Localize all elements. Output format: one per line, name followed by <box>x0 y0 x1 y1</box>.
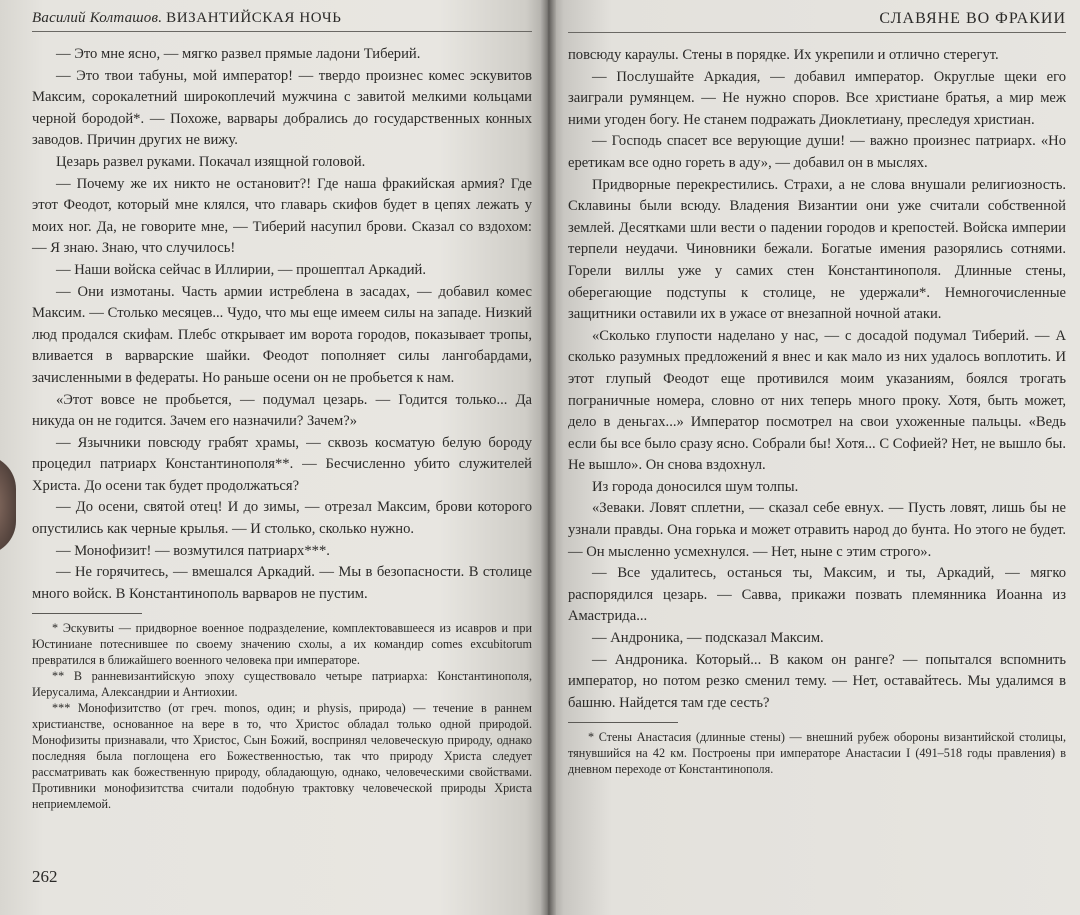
right-body-text <box>568 45 1066 714</box>
running-head-author: Василий Колташов. <box>32 10 163 26</box>
book-gutter <box>540 0 556 915</box>
paragraph: — Все удалитесь, останься ты, Максим, и ты, Аркадий, — мягко распорядился цезарь. — Савва, прикажи позвать племянника Иоанна из Амастрида... <box>568 565 1066 625</box>
right-footnotes <box>568 729 1066 777</box>
left-running-head <box>32 10 532 32</box>
paragraph: — Монофизит! — возмутился патриарх***. <box>56 542 330 559</box>
paragraph: «Сколько глупости наделано у нас, — с досадой подумал Тиберий. — А сколько разумных предложений я внес и как мало из них удалось воплотить. И этот глупый Феодот еще противился моим указаниям, боялся трогать пограничные номера, словно от них теперь много проку. Хотя, быть может, дело в деньгах...» Император посмотрел на свои ухоженные пальцы. «Ведь если бы все было сразу ясно. Собрали бы! Хотя... С Софией? Нет, не вышло бы. Не вышло». Он снова вздохнул. <box>568 327 1066 474</box>
paragraph: — Андроника. Который... В каком он ранге? — попытался вспомнить император, но потом резко сменил тему. — Нет, оставайтесь. Мы удалимся в башню. Найдется там где сесть? <box>568 651 1066 711</box>
paragraph: — Господь спасет все верующие души! — важно произнес патриарх. «Но еретикам все одно гореть в аду», — добавил он в мыслях. <box>568 133 1066 171</box>
paragraph: — Не горячитесь, — вмешался Аркадий. — Мы в безопасности. В столице много войск. В Константинополь варваров не пустим. <box>32 564 532 602</box>
paragraph: — Послушайте Аркадия, — добавил император. Округлые щеки его заиграли румянцем. — Не нужно споров. Все христиане братья, а мир меж ними угоден богу. Не станем подражать Диоклетиану, преследуя христиан. <box>568 68 1066 128</box>
paragraph: — До осени, святой отец! И до зимы, — отрезал Максим, брови которого опустились как черные крылья. — И столько, сколько нужно. <box>32 499 532 538</box>
paragraph: повсюду караулы. Стены в порядке. Их укрепили и отлично стерегут. <box>568 47 999 63</box>
paragraph: — Они измотаны. Часть армии истреблена в засадах, — добавил комес Максим. — Столько месяцев... Чудо, что мы еще имеем силы на западе. Низкий люд продался скифам. Плебс открывает им ворота городов, показывает тропы, вливается в варварские шайки. Феодот пополняет силы лангобардами, зачисленными в федераты. Но раньше осени он не пробьется к нам. <box>32 283 532 386</box>
thumb-shadow <box>0 455 16 555</box>
footnote: *** Монофизитство (от греч. monos, один; и physis, природа) — течение в раннем христианстве, основанное на вере в то, что Христос обладал только одной природой. Монофизиты признавали, что Христос, Сын Божий, воспринял человеческую природу, однако последняя была поглощена его Божественностью, так что природу Христа следует рассматривать как божественную природу, обладающую, однако, человеческими свойствами. Противники монофизитства считали подобную трактовку человеческой природы Христа неприемлемой. <box>32 701 532 812</box>
paragraph: «Зеваки. Ловят сплетни, — сказал себе евнух. — Пусть ловят, лишь бы не узнали правды. Она горька и может отравить народ до бунта. Но этого не будет. — Он мысленно усмехнулся. — Нет, ныне с этим строго». <box>568 500 1066 560</box>
left-body-text <box>32 44 532 605</box>
footnote: ** В ранневизантийскую эпоху существовало четыре патриарха: Константинополя, Иерусалима, Александрии и Антиохии. <box>32 669 532 700</box>
footnote-rule <box>568 722 678 723</box>
paragraph: Придворные перекрестились. Страхи, а не слова внушали религиозность. Склавины были всюду. Владения Византии они уже считали собственной землей. Десятками шли вести о падении городов и крепостей. Войска империи терпели неудачи. Чиновники бежали. Богатые имения разорялись сотнями. Горели виллы уже у самих стен Константинополя. Длинные стены, оберегающие подступы к столице, не удержали*. Немногочисленные защитники оставили их в ужасе от внезапной ночной атаки. <box>568 176 1066 323</box>
left-footnotes <box>32 620 532 812</box>
paragraph: — Наши войска сейчас в Иллирии, — прошептал Аркадий. <box>56 261 427 278</box>
right-running-head: СЛАВЯНЕ ВО ФРАКИИ <box>568 10 1066 33</box>
right-page <box>548 0 1080 915</box>
paragraph: Цезарь развел руками. Покачал изящной головой. <box>56 153 366 170</box>
paragraph: Из города доносился шум толпы. <box>592 478 799 495</box>
running-head-title: ВИЗАНТИЙСКАЯ НОЧЬ <box>166 10 342 26</box>
paragraph: — Это твои табуны, мой император! — твердо произнес комес эскувитов Максим, сорокалетний широкоплечий мужчина с завитой мелкими кольцами черной бородой*. — Похоже, варвары добрались до государственных конных заводов. Причин других не вижу. <box>32 67 532 149</box>
footnote-rule <box>32 613 142 614</box>
paragraph: — Это мне ясно, — мягко развел прямые ладони Тиберий. <box>56 46 421 62</box>
page-number: 262 <box>32 867 58 886</box>
paragraph: «Этот вовсе не пробьется, — подумал цезарь. — Годится только... Да никуда он не годится. Зачем его назначили? Зачем?» <box>32 391 532 430</box>
footnote: * Стены Анастасия (длинные стены) — внешний рубеж обороны византийской столицы, тянувшийся на 42 км. Построены при императоре Анастасии I (491–518 годы правления) в дневном переходе от Константинополя. <box>568 730 1066 777</box>
paragraph: — Почему же их никто не остановит?! Где наша фракийская армия? Где этот Феодот, который мне клялся, что главарь скифов будет в цепях лежать у моих ног. Да, не говорите мне, — Тиберий насупил брови. Сказал со вздохом: — Я знаю. Знаю, что случилось! <box>32 175 532 257</box>
paragraph: — Андроника, — подсказал Максим. <box>592 630 824 647</box>
paragraph: — Язычники повсюду грабят храмы, — сквозь косматую белую бороду процедил патриарх Константинополя**. — Бесчисленно убито служителей Христа. До осени так будет продолжаться? <box>32 434 532 494</box>
footnote: * Эскувиты — придворное военное подразделение, комплектовавшееся из исавров и при Юстиниане потеснившее по своему значению схолы, а их командир comes excubitorum превратился в ближайшего военного человека при императоре. <box>32 621 532 668</box>
